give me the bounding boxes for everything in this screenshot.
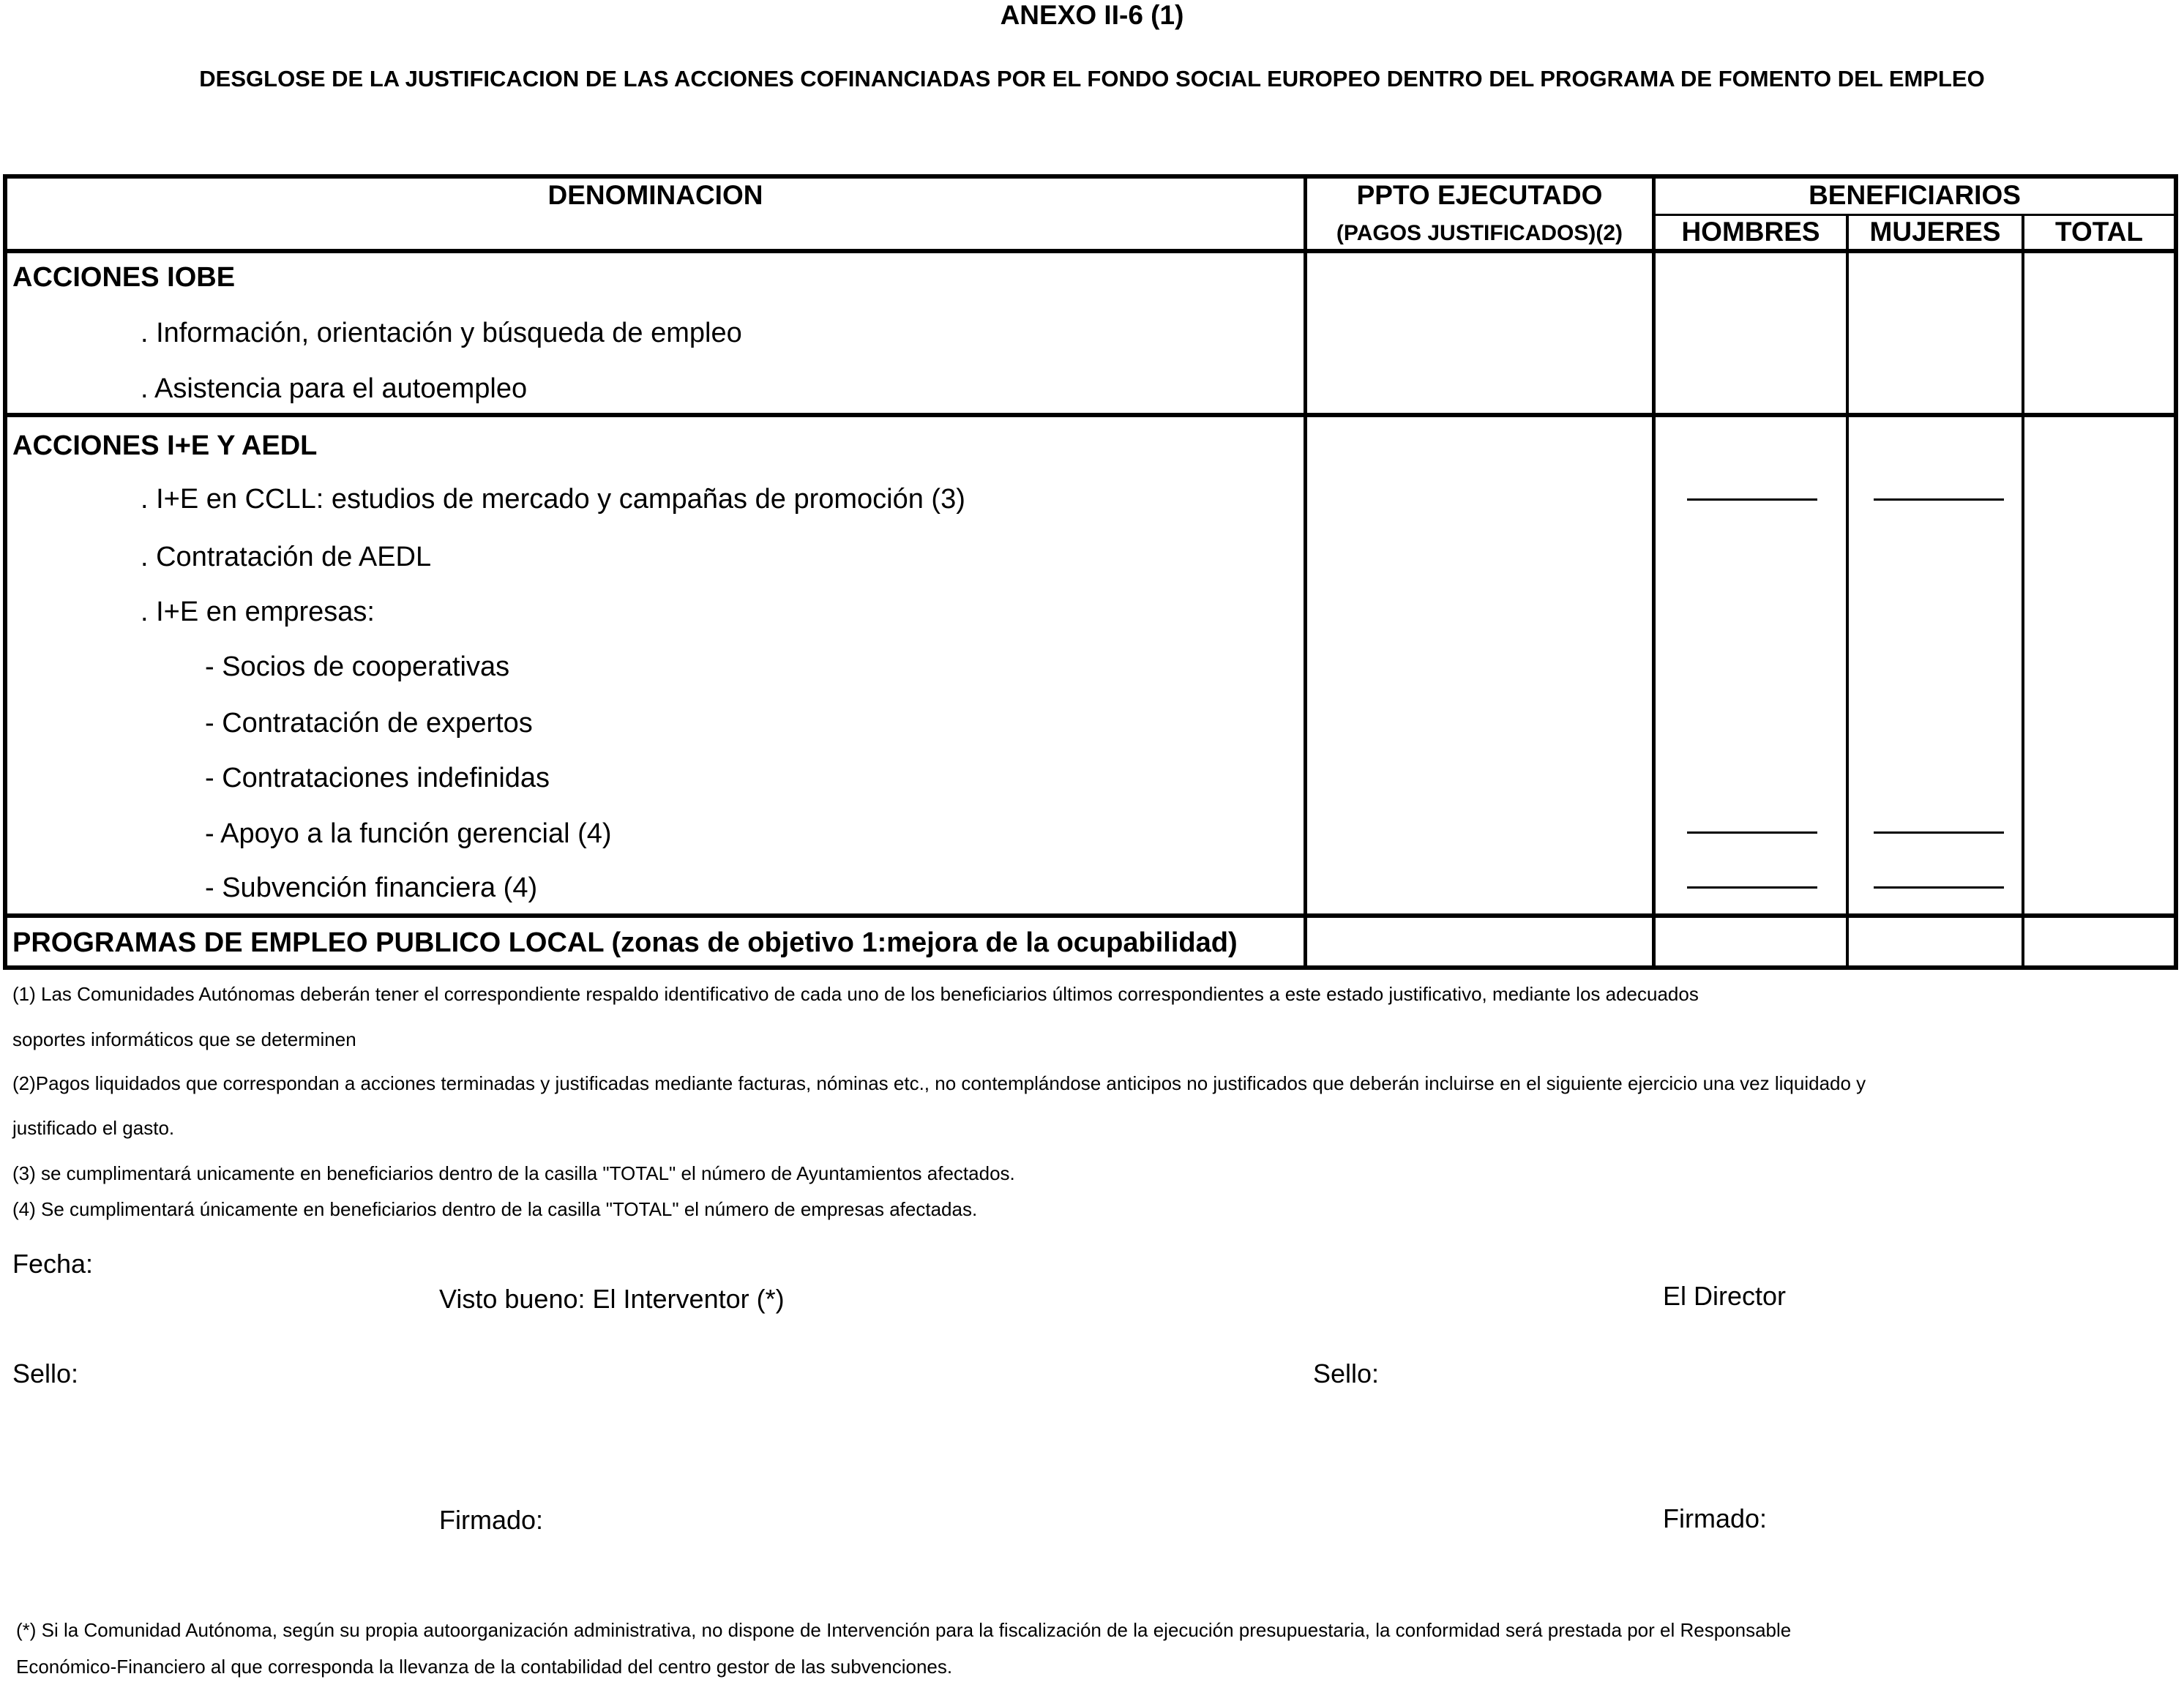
row-sublabel: - Subvención financiera (4) — [205, 872, 538, 903]
row-sublabel: - Apoyo a la función gerencial (4) — [205, 818, 612, 849]
row-label: . I+E en empresas: — [141, 597, 375, 627]
footnote: justificado el gasto. — [12, 1117, 175, 1139]
table-divider — [3, 413, 2178, 417]
row-sublabel: - Contrataciones indefinidas — [205, 763, 550, 793]
row-sublabel: - Socios de cooperativas — [205, 651, 510, 682]
sello-left-label: Sello: — [12, 1358, 79, 1388]
header-hombres: HOMBRES — [1681, 217, 1820, 247]
table-divider — [3, 913, 2178, 918]
section-programas-empleo-publico-local: PROGRAMAS DE EMPLEO PUBLICO LOCAL (zonas de objetivo 1:mejora de la ocupabilidad) — [12, 927, 1238, 958]
footnote: (3) se cumplimentará unicamente en beneficiarios dentro de la casilla "TOTAL" el número de Ayuntamientos afectados. — [12, 1162, 1015, 1184]
footnote: (2)Pagos liquidados que correspondan a acciones terminadas y justificadas mediante facturas, nóminas etc., no contemplándose anticipos no justificados que deberán incluirse en el siguiente ejercicio una vez liquidado y — [12, 1072, 1866, 1094]
director-label: El Director — [1663, 1281, 1787, 1311]
table-column-divider — [1652, 174, 1656, 970]
firmado-right-label: Firmado: — [1663, 1503, 1768, 1533]
header-beneficiarios: BENEFICIARIOS — [1809, 180, 2021, 210]
row-label: . Información, orientación y búsqueda de empleo — [141, 318, 742, 348]
row-label: . Asistencia para el autoempleo — [141, 373, 528, 404]
not-applicable-dash — [1687, 886, 1817, 889]
table-divider — [1656, 214, 2178, 216]
header-denominacion: DENOMINACION — [547, 180, 763, 210]
document-subtitle: DESGLOSE DE LA JUSTIFICACION DE LAS ACCIONES COFINANCIADAS POR EL FONDO SOCIAL EUROPEO DENTRO DEL PROGRAMA DE FOMENTO DEL EMPLEO — [199, 66, 1985, 91]
table-column-divider — [1304, 174, 1307, 970]
fecha-label: Fecha: — [12, 1249, 94, 1279]
bottom-note: (*) Si la Comunidad Autónoma, según su propia autoorganización administrativa, no dispone de Intervención para la fiscalización de la ejecución presupuestaria, la conformidad será prestada por el Responsable — [16, 1619, 1792, 1641]
bottom-note: Económico-Financiero al que corresponda la llevanza de la contabilidad del centro gestor de las subvenciones. — [16, 1656, 953, 1678]
section-acciones-ie-aedl: ACCIONES I+E Y AEDL — [12, 430, 318, 461]
table-divider — [3, 249, 2178, 253]
section-acciones-iobe: ACCIONES IOBE — [12, 262, 236, 293]
visto-bueno-label: Visto bueno: El Interventor (*) — [439, 1284, 785, 1314]
table-column-divider — [2022, 214, 2024, 970]
not-applicable-dash — [1874, 886, 2004, 889]
footnote: soportes informáticos que se determinen — [12, 1028, 356, 1050]
not-applicable-dash — [1874, 498, 2004, 501]
header-mujeres: MUJERES — [1869, 217, 2001, 247]
row-label: . Contratación de AEDL — [141, 542, 432, 572]
header-total: TOTAL — [2055, 217, 2143, 247]
document-title: ANEXO II-6 (1) — [1000, 0, 1184, 30]
row-sublabel: - Contratación de expertos — [205, 708, 533, 739]
not-applicable-dash — [1687, 831, 1817, 834]
sello-right-label: Sello: — [1313, 1358, 1380, 1388]
row-label: . I+E en CCLL: estudios de mercado y campañas de promoción (3) — [141, 484, 965, 515]
footnote: (1) Las Comunidades Autónomas deberán tener el correspondiente respaldo identificativo de cada uno de los beneficiarios últimos correspondientes a este estado justificativo, mediante los adecuados — [12, 983, 1699, 1005]
not-applicable-dash — [1687, 498, 1817, 501]
not-applicable-dash — [1874, 831, 2004, 834]
firmado-left-label: Firmado: — [439, 1505, 544, 1535]
header-ppto-ejecutado: PPTO EJECUTADO — [1356, 180, 1603, 210]
footnote: (4) Se cumplimentará únicamente en beneficiarios dentro de la casilla "TOTAL" el número de empresas afectadas. — [12, 1198, 978, 1220]
table-column-divider — [1846, 214, 1849, 970]
header-pagos-justificados: (PAGOS JUSTIFICADOS)(2) — [1336, 221, 1623, 245]
